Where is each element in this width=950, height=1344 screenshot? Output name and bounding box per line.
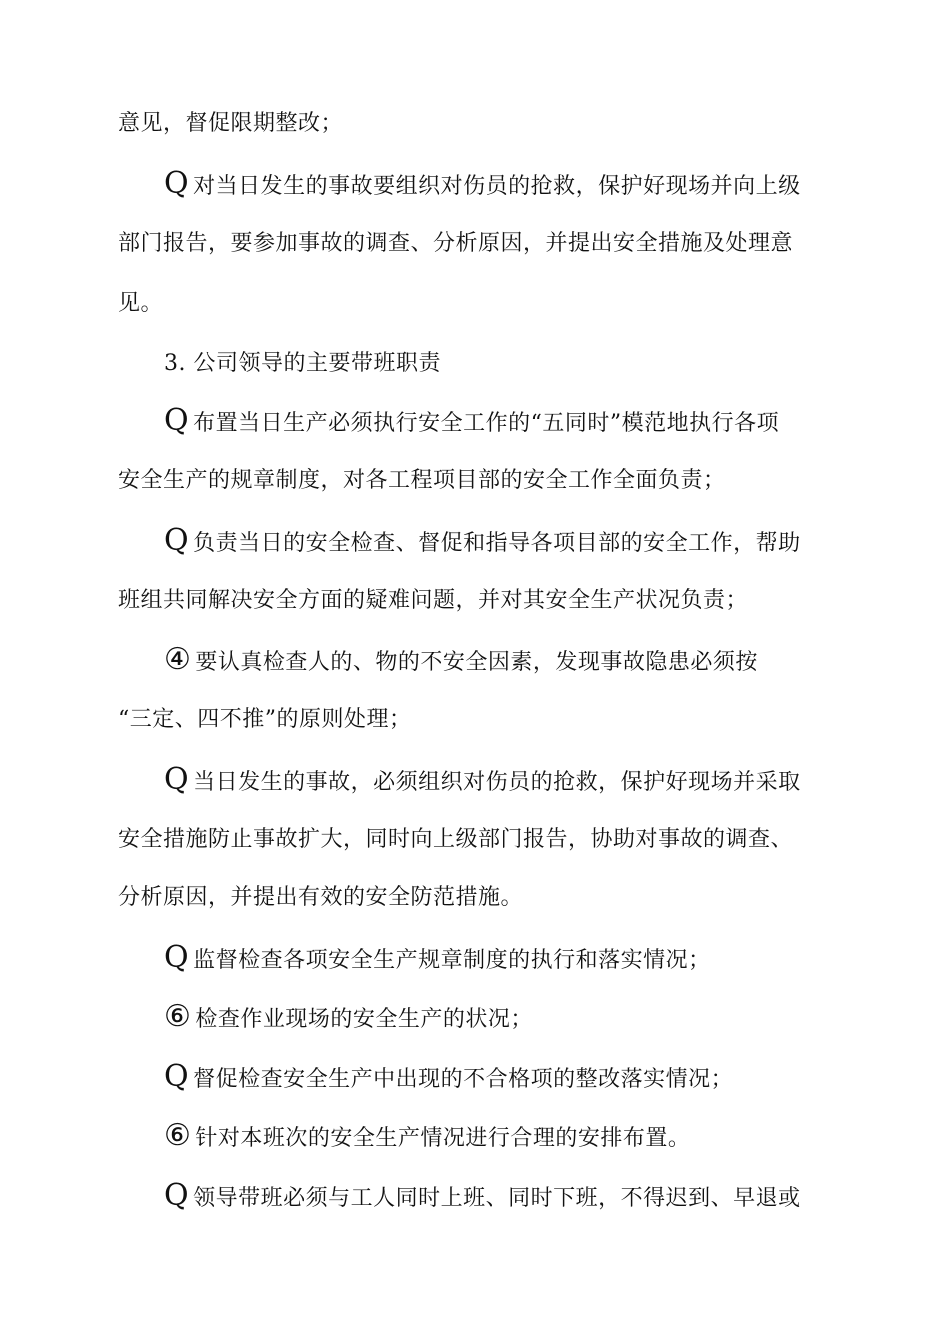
list-marker: Q (164, 1059, 190, 1094)
list-item-first-line: Q 对当日发生的事故要组织对伤员的抢救，保护好现场并向上级 (164, 166, 801, 201)
list-item-first-line: Q 领导带班必须与工人同时上班、同时下班，不得迟到、早退或 (164, 1178, 801, 1213)
section-heading: 3. 公司领导的主要带班职责 (164, 351, 441, 376)
list-item-first-line: Q 监督检查各项安全生产规章制度的执行和落实情况； (164, 940, 711, 975)
text-line: 班组共同解决安全方面的疑难问题，并对其安全生产状况负责； (118, 588, 749, 613)
list-marker: Q (164, 403, 190, 438)
list-item-first-line: ⑥ 检查作业现场的安全生产的状况； (164, 999, 533, 1034)
list-marker: Q (164, 1178, 190, 1213)
list-marker: ⑥ (164, 1118, 192, 1153)
list-item-first-line: ⑥ 针对本班次的安全生产情况进行合理的安排布置。 (164, 1118, 691, 1153)
list-marker: Q (164, 940, 190, 975)
text-line: 安全生产的规章制度，对各工程项目部的安全工作全面负责； (118, 468, 726, 493)
list-marker: ④ (164, 642, 192, 677)
list-marker: Q (164, 166, 190, 201)
list-item-first-line: ④ 要认真检查人的、物的不安全因素，发现事故隐患必须按 (164, 642, 758, 677)
list-marker: Q (164, 523, 190, 558)
list-marker: ⑥ (164, 999, 192, 1034)
list-marker: Q (164, 762, 190, 797)
list-item-first-line: Q 负责当日的安全检查、督促和指导各项目部的安全工作，帮助 (164, 523, 801, 558)
text-line: 分析原因，并提出有效的安全防范措施。 (118, 885, 524, 910)
text-line: “三定、四不推”的原则处理； (118, 707, 412, 732)
list-item-first-line: Q 当日发生的事故，必须组织对伤员的抢救，保护好现场并采取 (164, 762, 801, 797)
text-line: 部门报告，要参加事故的调查、分析原因，并提出安全措施及处理意 (118, 231, 794, 256)
text-line: 安全措施防止事故扩大，同时向上级部门报告，协助对事故的调查、 (118, 827, 794, 852)
list-item-first-line: Q 督促检查安全生产中出现的不合格项的整改落实情况； (164, 1059, 734, 1094)
text-line: 意见，督促限期整改； (118, 111, 344, 136)
text-line: 见。 (118, 291, 164, 316)
list-item-first-line: Q 布置当日生产必须执行安全工作的“五同时”模范地执行各项 (164, 403, 780, 438)
